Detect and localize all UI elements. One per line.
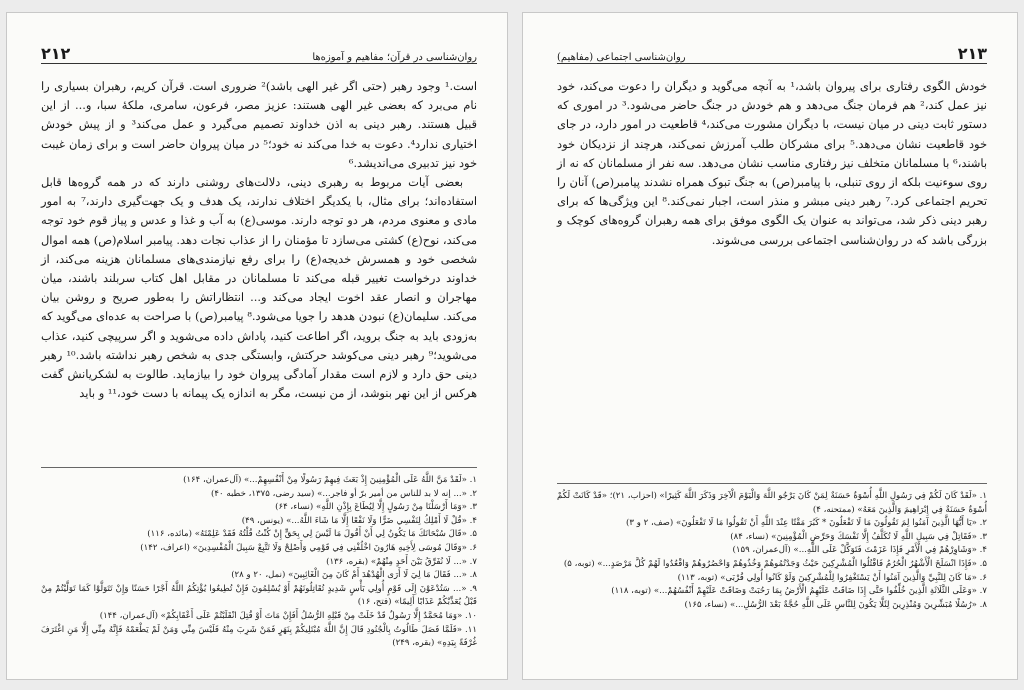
footnote: ۵. «قَالَ سُبْحَانَكَ مَا يَكُونُ لِي أَنْ أَقُولَ مَا لَيْسَ لِي بِحَقٍّ إِنْ كُنْتُ قُلْتُهُ فَقَدْ عَلِمْتَهُ» (مائده، ۱۱۶): [147, 529, 477, 540]
footnote: ۱۰. «وَمَا مُحَمَّدٌ إِلَّا رَسُولٌ قَدْ خَلَتْ مِنْ قَبْلِهِ الرُّسُلُ أَفَإِنْ مَاتَ أَوْ قُتِلَ انْقَلَبْتُمْ عَلَى أَعْقَابِكُمْ» (آل‌عمران، ۱۴۴): [99, 610, 477, 621]
footnote: ۱. «لَقَدْ مَنَّ اللَّهُ عَلَى الْمُؤْمِنِينَ إِذْ بَعَثَ فِيهِمْ رَسُولًا مِنْ أَنْفُسِهِمْ...» (آل‌عمران، ۱۶۴): [183, 475, 477, 485]
footnotes: [41, 467, 477, 651]
footnote: ۶. «مَا كَانَ لِلنَّبِيِّ وَالَّذِينَ آمَنُوا أَنْ يَسْتَغْفِرُوا لِلْمُشْرِكِينَ وَلَوْ كَانُوا أُولِي قُرْبَى» (توبه، ۱۱۳): [677, 572, 987, 583]
body-text: [557, 77, 987, 250]
footnote: ۴. «قُلْ لَا أَمْلِكُ لِنَفْسِي ضَرًّا وَلَا نَفْعًا إِلَّا مَا شَاءَ اللَّهُ...» (یونس، ۴۹): [241, 515, 477, 526]
paragraph: خودش الگوی رفتاری برای پیروان باشد،¹ به آنچه می‌گوید و دیگران را دعوت می‌کند، خود نیز عمل کند،² هم فرمان جنگ می‌دهد و هم خودش در جنگ حاضر می‌شود.³ در اموری که دستور ثابت دینی در میان نیست، با دیگران مشورت می‌کند،⁴ قاطعیت در امور دارد، در جای خود قاطعیت نشان می‌دهد.⁵ برای مشرکان طلب آمرزش نمی‌کند، هرچند از نزدیکان خود باشند،⁶ با مسلمانان متخلف نیز رفتاری مناسب نشان می‌دهد. سه نفر از مسلمانان که نه از روی سوءنیت بلکه از روی تنبلی، با پیامبر(ص) به جنگ تبوک همراه نشدند پیامبر(ص) آنان را تحریم اجتماعی کرد.⁷ رهبر دینی مبشر و منذر است، اجبار نمی‌کند.⁸ این ویژگی‌ها که برای رهبر دینی ذکر شد، می‌تواند به عنوان یک الگوی موفق برای همه رهبران گروه‌های کوچک و بزرگی باشد که در روان‌شناسی اجتماعی بررسی می‌شوند.: [557, 79, 987, 247]
running-title: روان‌شناسی در قرآن؛ مفاهیم و آموزه‌ها: [312, 52, 477, 63]
footnote: ۹. «... سَتُدْعَوْنَ إِلَى قَوْمٍ أُولِي بَأْسٍ شَدِيدٍ تُقَاتِلُونَهُمْ أَوْ يُسْلِمُونَ فَإِنْ تُطِيعُوا يُؤْتِكُمُ اللَّهُ أَجْرًا حَسَنًا وَإِنْ تَتَوَلَّوْا كَمَا تَوَلَّيْتُمْ مِنْ قَبْلُ يُعَذِّبْكُمْ عَذَابًا أَلِيمًا» (فتح، ۱۶): [41, 583, 477, 608]
footnote: ۱. «لَقَدْ كَانَ لَكُمْ فِي رَسُولِ اللَّهِ أُسْوَةٌ حَسَنَةٌ لِمَنْ كَانَ يَرْجُو اللَّهَ وَالْيَوْمَ الْآخِرَ وَذَكَرَ اللَّهَ كَثِيرًا» (احزاب، ۲۱)؛ «قَدْ كَانَتْ لَكُمْ أُسْوَةٌ حَسَنَةٌ فِي إِبْرَاهِيمَ وَالَّذِينَ مَعَهُ» (ممتحنه، ۴): [557, 491, 987, 515]
page-number: ۲۱۲: [41, 44, 71, 63]
page-213: [522, 12, 1018, 680]
footnote: ۶. «وَقَالَ مُوسَى لِأَخِيهِ هَارُونَ اخْلُفْنِي فِي قَوْمِي وَأَصْلِحْ وَلَا تَتَّبِعْ سَبِيلَ الْمُفْسِدِينَ» (اعراف، ۱۴۲): [140, 542, 477, 553]
body-text: [41, 77, 477, 403]
page-header: [41, 43, 477, 64]
footnote: ۲. «... إنه لا بد للناس من أمير برّ أو فاجر...» (سید رضی، ۱۳۷۵، خطبه ۴۰): [211, 488, 477, 499]
footnote: ۱۱. «فَلَمَّا فَصَلَ طَالُوتُ بِالْجُنُودِ قَالَ إِنَّ اللَّهَ مُبْتَلِيكُمْ بِنَهَرٍ فَمَنْ شَرِبَ مِنْهُ فَلَيْسَ مِنِّي وَمَنْ لَمْ يَطْعَمْهُ فَإِنَّهُ مِنِّي إِلَّا مَنِ اغْتَرَفَ غُرْفَةً بِيَدِهِ» (بقره، ۲۴۹): [41, 624, 477, 649]
paragraph: بعضی آیات مربوط به رهبری دینی، دلالت‌های روشنی دارند که در همه گروه‌ها قابل استفاده‌اند؛ برای مثال، با یکدیگر اختلاف ندارند، یک هدف و یک جهت‌گیری دارند،⁷ به امور مادی و معنوی مردم، هر دو توجه دارند. موسی(ع) به آب و غذا و عدس و پیاز قوم خود توجه می‌کند، نوح(ع) کشتی می‌سازد تا مؤمنان را از عذاب نجات دهد. پیامبر اسلام(ص) همه اموال شخصی خود و همسرش خدیجه(ع) را برای رفع نیازمندی‌های مسلمانان هزینه می‌کند، از خداوند درخواست تغییر قبله می‌کند تا مسلمانان در مقابل اهل کتاب سربلند باشند، میان مهاجران و انصار عقد اخوت ایجاد می‌کند و... انتظاراتش را به‌طور صریح و روشن بیان می‌کند. سلیمان(ع) نبودن هدهد را جویا می‌شود.⁸ پیامبر(ص) با صراحت به عده‌ای می‌گوید که به‌زودی باید به جنگ بروید، اگر اطاعت کنید، پاداش داده می‌شوید و اگر سرپیچی کنید، عذاب می‌شوید؛⁹ رهبر دینی می‌کوشد حرکتش، وابستگی جدی به شخص رهبر نداشته باشد.¹⁰ رهبر دینی حق دارد و لازم است مقدار آمادگی پیروان خود را بیازماید. طالوت به لشکریانش گفت هرکس از این نهر بنوشد، از من نیست، مگر به اندازه یک پیمانه با دست خود،¹¹ و باید: [41, 175, 477, 401]
footnotes: [557, 483, 987, 612]
footnote: ۳. «وَمَا أَرْسَلْنَا مِنْ رَسُولٍ إِلَّا لِيُطَاعَ بِإِذْنِ اللَّهِ» (نساء، ۶۴): [275, 502, 477, 513]
footnote: ۲. «يَا أَيُّهَا الَّذِينَ آمَنُوا لِمَ تَقُولُونَ مَا لَا تَفْعَلُونَ * كَبُرَ مَقْتًا عِنْدَ اللَّهِ أَنْ تَقُولُوا مَا لَا تَفْعَلُونَ» (صف، ۲ و ۳): [625, 518, 987, 529]
footnote: ۷. «وَعَلَى الثَّلَاثَةِ الَّذِينَ خُلِّفُوا حَتَّى إِذَا ضَاقَتْ عَلَيْهِمُ الْأَرْضُ بِمَا رَحُبَتْ وَضَاقَتْ عَلَيْهِمْ أَنْفُسُهُمْ...» (توبه، ۱۱۸): [611, 586, 987, 597]
page-header: [557, 43, 987, 64]
page-212: [6, 12, 508, 680]
footnote: ۵. «فَإِذَا انْسَلَخَ الْأَشْهُرُ الْحُرُمُ فَاقْتُلُوا الْمُشْرِكِينَ حَيْثُ وَجَدْتُمُوهُمْ وَخُذُوهُمْ وَاحْصُرُوهُمْ وَاقْعُدُوا لَهُمْ كُلَّ مَرْصَدٍ...» (توبه، ۵): [563, 558, 987, 569]
footnote: ۸. «رُسُلًا مُبَشِّرِينَ وَمُنْذِرِينَ لِئَلَّا يَكُونَ لِلنَّاسِ عَلَى اللَّهِ حُجَّةٌ بَعْدَ الرُّسُلِ...» (نساء، ۱۶۵): [684, 599, 987, 610]
footnote: ۳. «فَقَاتِلْ فِي سَبِيلِ اللَّهِ لَا تُكَلَّفُ إِلَّا نَفْسَكَ وَحَرِّضِ الْمُؤْمِنِينَ» (نساء، ۸۴): [730, 531, 987, 542]
page-number: ۲۱۳: [957, 44, 987, 63]
paragraph: است.¹ وجود رهبر (حتی اگر غیر الهی باشد)² ضروری است. قرآن کریم، رهبران بسیاری را نام می‌برد که بعضی غیر الهی هستند: عزیز مصر، فرعون، سامری، ملکهٔ سبا، و... از این قبیل هستند. رهبر دینی به اذن خداوند تصمیم می‌گیرد و عمل می‌کند³ و از پیش خودش اختیاری ندارد⁴. دعوت به خدا می‌کند نه خود؛⁵ در میان پیروان حاضر است و برای زمان غیبت خود نیز تدبیری می‌اندیشد.⁶: [41, 79, 477, 170]
footnote: ۸. «... فَقَالَ مَا لِيَ لَا أَرَى الْهُدْهُدَ أَمْ كَانَ مِنَ الْغَائِبِينَ» (نمل، ۲۰ و ۲۸): [231, 570, 477, 581]
running-title: روان‌شناسی اجتماعی (مفاهیم): [557, 52, 686, 63]
footnote: ۷. «... لَا نُفَرِّقُ بَيْنَ أَحَدٍ مِنْهُمْ» (بقره، ۱۳۶): [326, 556, 477, 567]
footnote: ۴. «وَشَاوِرْهُمْ فِي الْأَمْرِ فَإِذَا عَزَمْتَ فَتَوَكَّلْ عَلَى اللَّهِ...» (آل‌عمران، ۱۵۹): [732, 545, 987, 556]
